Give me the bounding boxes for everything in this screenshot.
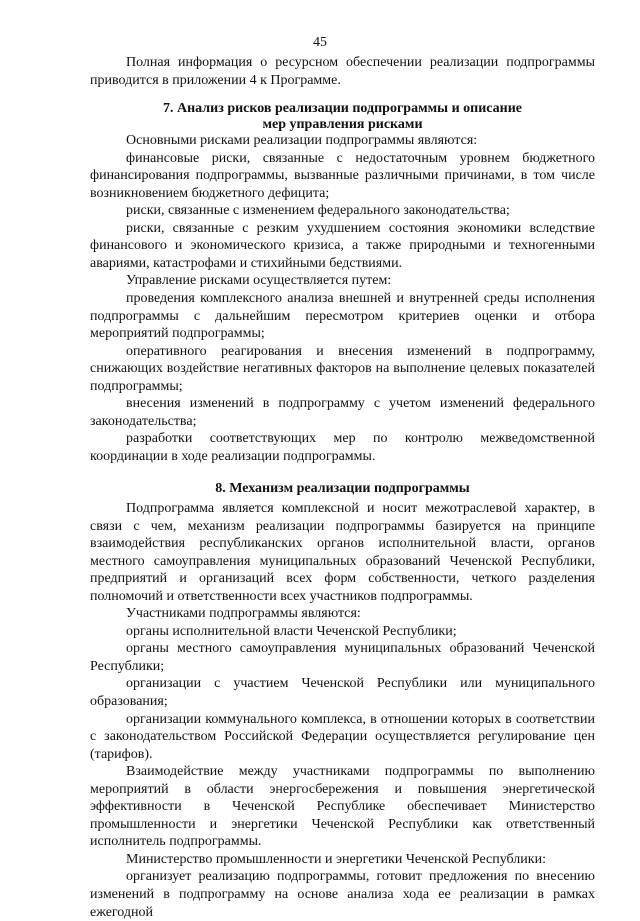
section-8-paragraph: организует реализацию подпрограммы, готовит предложения по внесению изменений в подпрограмму на основе анализа хода ее реализации в рамках ежегодной — [90, 869, 595, 920]
section-8-paragraph: организации коммунального комплекса, в отношении которых в соответствии с законодательством Российской Федерации осуществляется регулирование цен (тарифов). — [90, 711, 595, 762]
section-7-paragraph: разработки соответствующих мер по контролю межведомственной координации в ходе реализации подпрограммы. — [90, 431, 595, 464]
section-7-heading-line2: мер управления рисками — [262, 116, 423, 132]
section-8-paragraph: органы исполнительной власти Чеченской Республики; — [126, 623, 457, 639]
intro-paragraph: Полная информация о ресурсном обеспечении реализации подпрограммы приводится в приложении 4 к Программе. — [90, 55, 595, 88]
section-7-heading — [90, 101, 595, 132]
page-content — [90, 54, 595, 921]
section-7-paragraph: оперативного реагирования и внесения изменений в подпрограмму, снижающих воздействие негативных факторов на выполнение целевых показателей подпрограммы; — [90, 343, 595, 394]
section-7-paragraph: Управление рисками осуществляется путем: — [126, 273, 392, 289]
section-8-heading: 8. Механизм реализации подпрограммы — [215, 481, 470, 497]
section-7-paragraph: проведения комплексного анализа внешней и внутренней среды исполнения подпрограммы с дальнейшим пересмотром критериев оценки и отбора мероприятий подпрограммы; — [90, 291, 595, 342]
section-7-paragraph: Основными рисками реализации подпрограммы являются: — [126, 133, 478, 149]
section-8-paragraph: Подпрограмма является комплексной и носит межотраслевой характер, в связи с чем, механизм реализации подпрограммы базируется на принципе взаимодействия республиканских органов исполнительной власти, органов местного самоуправления муниципальных образований Чеченской Республики, предприятий и организаций всех форм собственности, четкого разделения полномочий и ответственности всех участников подпрограммы. — [90, 500, 595, 604]
section-7-paragraph: внесения изменений в подпрограмму с учетом изменений федерального законодательства; — [90, 396, 595, 429]
section-7-paragraph: финансовые риски, связанные с недостаточным уровнем бюджетного финансирования подпрограммы, вызванные различными причинами, в том числе возникновением бюджетного дефицита; — [90, 150, 595, 201]
page-number: 45 — [313, 35, 327, 50]
section-8-paragraph: Министерство промышленности и энергетики Чеченской Республики: — [126, 851, 546, 867]
section-8-paragraph: Участниками подпрограммы являются: — [126, 606, 361, 622]
section-8-paragraph: организации с участием Чеченской Республики или муниципального образования; — [90, 676, 595, 709]
section-7-heading-line1: 7. Анализ рисков реализации подпрограммы и описание — [162, 101, 523, 117]
section-8-paragraph: органы местного самоуправления муниципальных образований Чеченской Республики; — [90, 641, 595, 674]
section-7-paragraph: риски, связанные с резким ухудшением состояния экономики вследствие финансового и экономического кризиса, а также природными и техногенными авариями, катастрофами и стихийными бедствиями. — [90, 220, 595, 271]
section-8-paragraph: Взаимодействие между участниками подпрограммы по выполнению мероприятий в области энергосбережения и повышения энергетической эффективности в Чеченской Республике обеспечивает Министерство промышленности и энергетики Чеченской Республики как ответственный исполнитель подпрограммы. — [90, 764, 595, 850]
section-7-paragraph: риски, связанные с изменением федерального законодательства; — [126, 203, 510, 219]
